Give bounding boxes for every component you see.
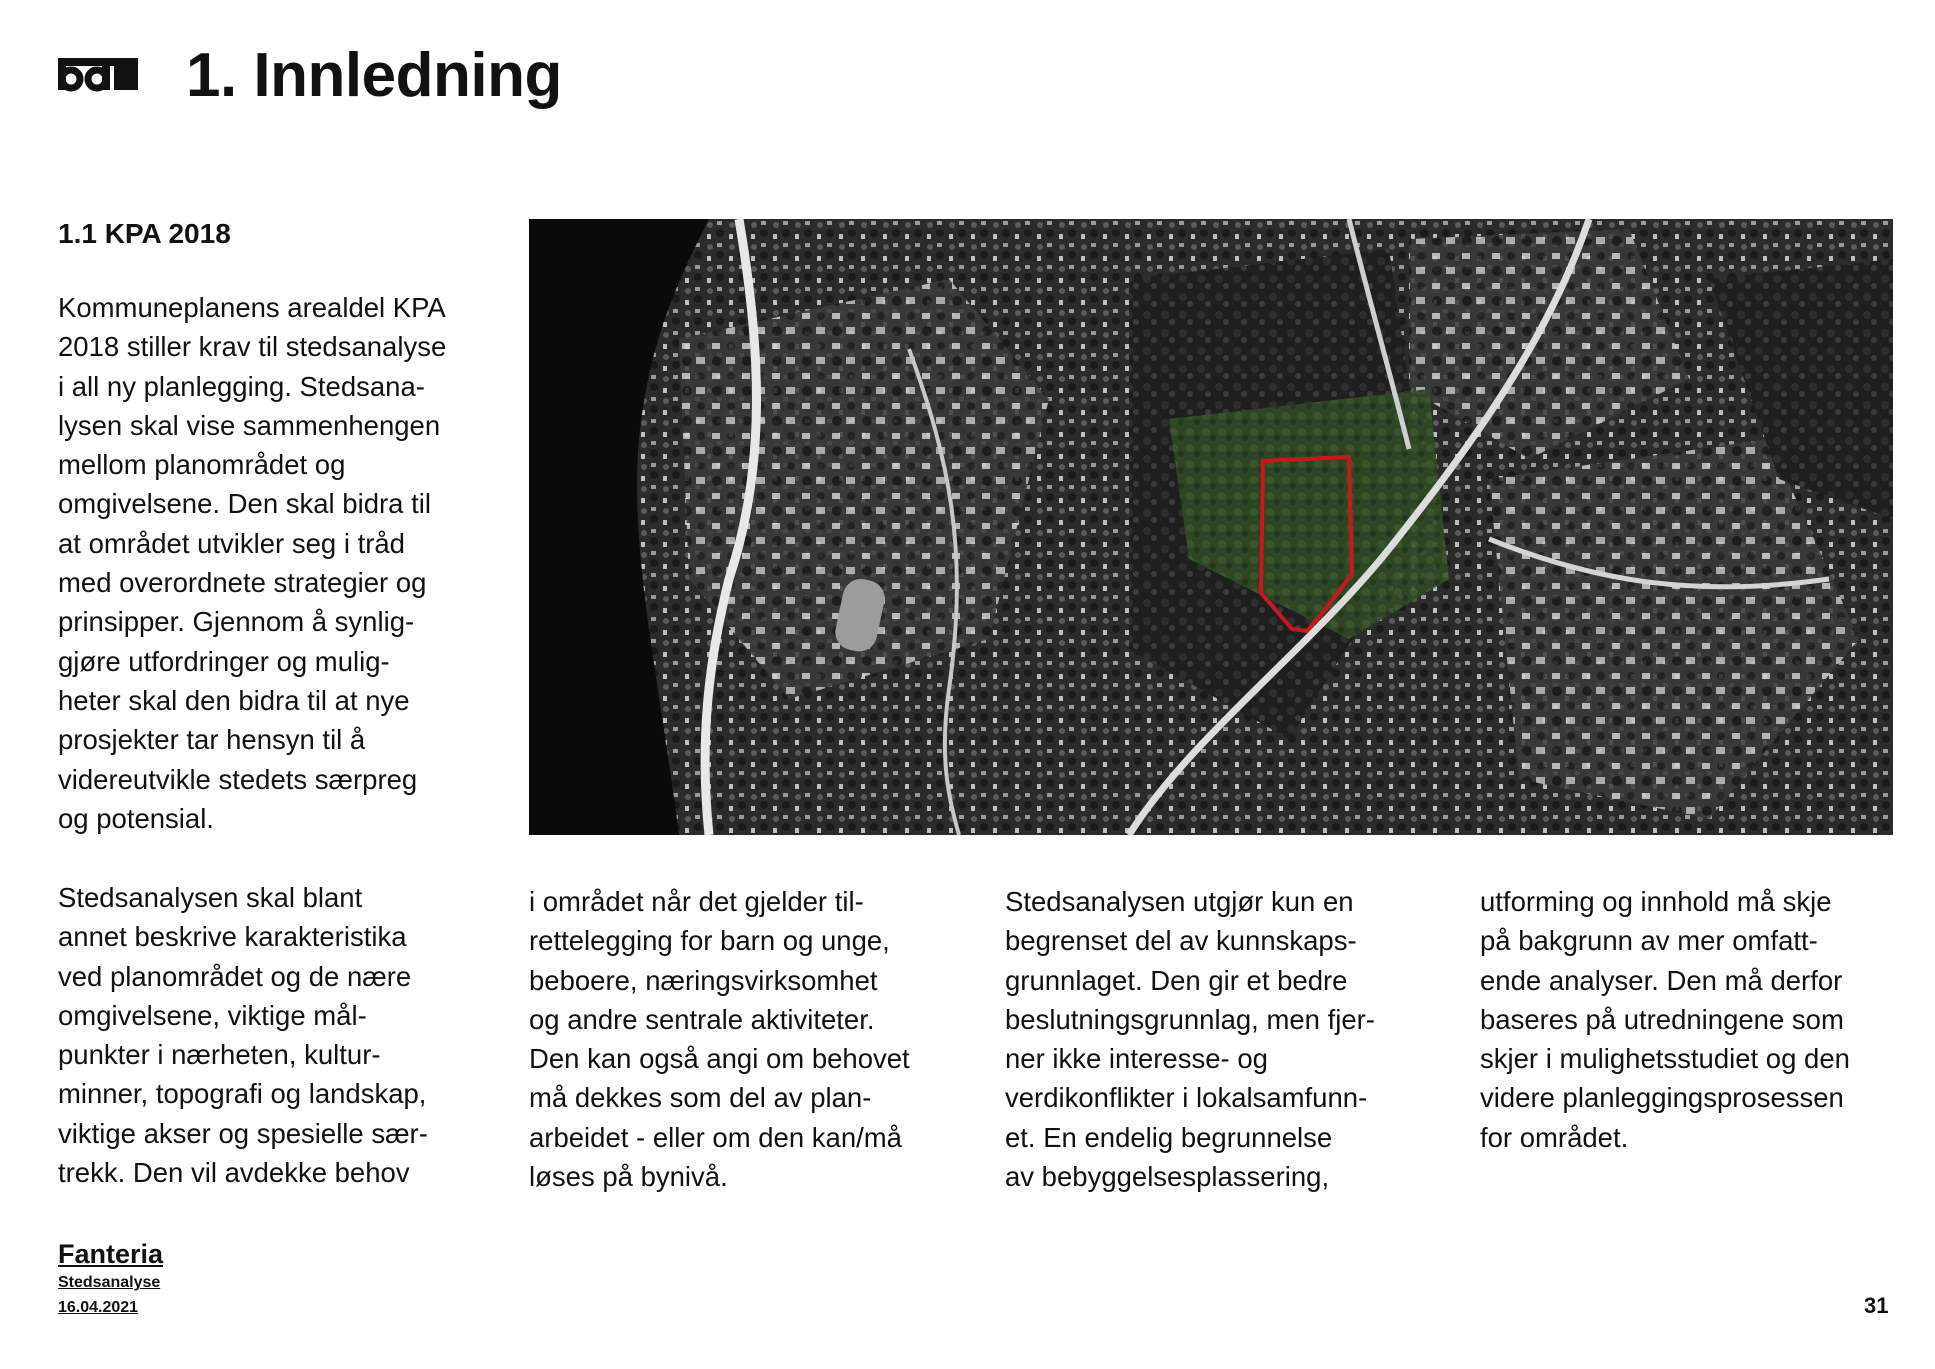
pdm-logo <box>58 58 138 98</box>
text-line: Den kan også angi om behovet <box>529 1043 910 1075</box>
text-line: 2018 stiller krav til stedsanalyse <box>58 331 447 363</box>
text-line: i området når det gjelder til- <box>529 886 864 917</box>
section-heading: 1.1 KPA 2018 <box>58 218 231 249</box>
text-line: verdikonflikter i lokalsamfunn- <box>1005 1082 1368 1114</box>
text-line: omgivelsene, viktige mål- <box>58 999 367 1031</box>
text-line: heter skal den bidra til at nye <box>58 684 410 716</box>
text-line: må dekkes som del av plan- <box>529 1082 872 1114</box>
text-line: Stedsanalysen skal blant <box>58 882 363 913</box>
text-line: et. En endelig begrunnelse <box>1005 1121 1333 1153</box>
text-line: trekk. Den vil avdekke behov <box>58 1157 410 1189</box>
text-line: beboere, næringsvirksomhet <box>529 964 878 996</box>
text-line: rettelegging for barn og unge, <box>529 925 890 957</box>
text-line: Kommuneplanens arealdel KPA <box>58 292 446 323</box>
text-line: utforming og innhold må skje <box>1480 886 1832 917</box>
text-line: løses på bynivå. <box>529 1161 728 1193</box>
text-line: gjøre utfordringer og mulig- <box>58 645 390 677</box>
body-paragraph-col4 <box>1480 882 1850 1157</box>
body-paragraph-col3 <box>1005 882 1375 1196</box>
text-line: grunnlaget. Den gir et bedre <box>1005 964 1348 996</box>
text-line: prosjekter tar hensyn til å <box>58 724 366 756</box>
text-line: og potensial. <box>58 802 214 834</box>
text-line: beslutningsgrunnlag, men fjer- <box>1005 1003 1375 1035</box>
text-line: på bakgrunn av mer omfatt- <box>1480 925 1818 957</box>
text-line: ved planområdet og de nære <box>58 960 412 992</box>
page-title: 1. Innledning <box>186 41 562 110</box>
text-line: prinsipper. Gjennom å synlig- <box>58 606 415 638</box>
text-line: Stedsanalysen utgjør kun en <box>1005 886 1354 917</box>
aerial-photo-illustration <box>529 219 1893 835</box>
body-paragraph-col1 <box>58 878 428 1192</box>
text-line: videreutvikle stedets særpreg <box>58 763 418 795</box>
intro-paragraph <box>58 288 446 838</box>
text-line: begrenset del av kunnskaps- <box>1005 925 1357 957</box>
text-line: skjer i mulighetsstudiet og den <box>1480 1043 1850 1075</box>
text-line: ner ikke interesse- og <box>1005 1043 1268 1075</box>
page-number: 31 <box>1864 1293 1889 1318</box>
footer-project-title: Fanteria <box>58 1239 164 1269</box>
footer-date: 16.04.2021 <box>58 1299 139 1316</box>
aerial-map <box>529 219 1893 835</box>
text-line: mellom planområdet og <box>58 449 346 481</box>
text-line: baseres på utredningene som <box>1480 1003 1844 1035</box>
footer-doc-type: Stedsanalyse <box>58 1274 161 1291</box>
text-line: av bebyggelsesplassering, <box>1005 1161 1330 1193</box>
text-line: videre planleggingsprosessen <box>1480 1082 1844 1114</box>
text-line: at området utvikler seg i tråd <box>58 527 405 559</box>
text-line: i all ny planlegging. Stedsana- <box>58 370 425 402</box>
text-line: punkter i nærheten, kultur- <box>58 1039 381 1071</box>
text-line: med overordnete strategier og <box>58 567 427 599</box>
text-line: for området. <box>1480 1121 1629 1153</box>
text-line: lysen skal vise sammenhengen <box>58 409 441 441</box>
text-line: minner, topografi og landskap, <box>58 1078 427 1110</box>
text-line: ende analyser. Den må derfor <box>1480 964 1843 996</box>
text-line: omgivelsene. Den skal bidra til <box>58 488 431 520</box>
body-paragraph-col2 <box>529 882 910 1196</box>
text-line: og andre sentrale aktiviteter. <box>529 1003 875 1035</box>
text-line: arbeidet - eller om den kan/må <box>529 1121 902 1153</box>
text-line: viktige akser og spesielle sær- <box>58 1117 428 1149</box>
text-line: annet beskrive karakteristika <box>58 921 407 953</box>
